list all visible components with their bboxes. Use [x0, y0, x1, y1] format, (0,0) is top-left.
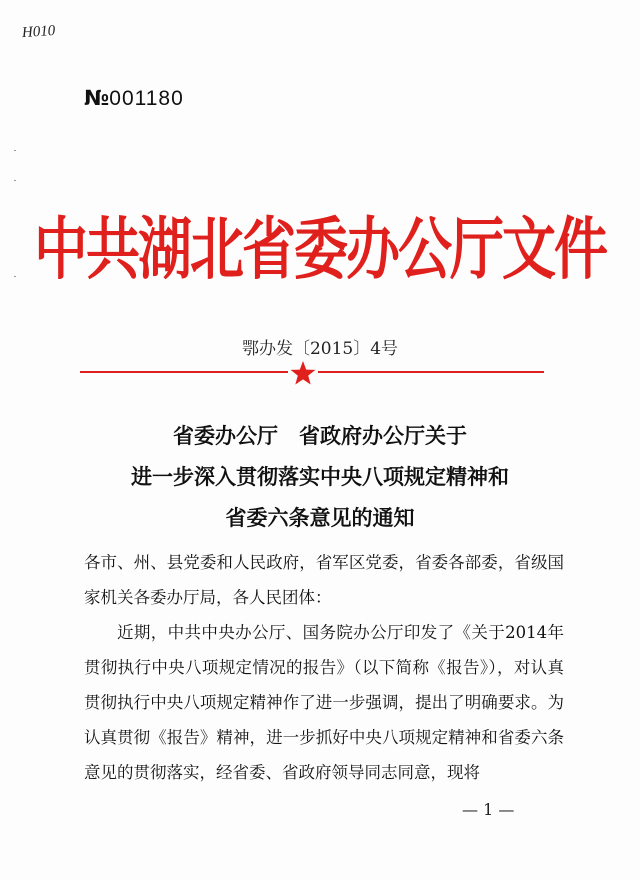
scan-mark [14, 150, 16, 151]
notice-heading-line2: 进一步深入贯彻落实中央八项规定精神和 [131, 465, 509, 489]
numero-sign: № [84, 86, 110, 110]
handwritten-note: H010 [21, 22, 56, 42]
document-title: 中共湖北省委办公厅文件 [34, 209, 606, 289]
red-divider-left [80, 371, 288, 373]
serial-digits: 001180 [109, 87, 184, 110]
serial-number [84, 86, 184, 111]
notice-body [84, 545, 564, 790]
salutation: 各市、州、县党委和人民政府，省军区党委，省委各部委，省级国家机关各委办厅局，各人民团体： [84, 553, 564, 607]
body-paragraph: 近期，中共中央办公厅、国务院办公厅印发了《关于2014年贯彻执行中央八项规定情况的报告》（以下简称《报告》），对认真贯彻执行中央八项规定精神作了进一步强调，提出了明确要求。为认真贯彻《报告》精神，进一步抓好中央八项规定精神和省委六条意见的贯彻落实，经省委、省政府领导同志同意，现将 [84, 623, 564, 782]
document-number: 鄂办发〔2015〕4号 [241, 339, 399, 359]
red-divider-right [318, 371, 544, 373]
notice-heading-line3: 省委六条意见的通知 [225, 506, 415, 530]
scan-mark [14, 180, 16, 181]
notice-heading-line1: 省委办公厅 省政府办公厅关于 [173, 424, 467, 448]
page-number: — 1 — [462, 800, 515, 819]
red-star-icon [290, 360, 316, 386]
